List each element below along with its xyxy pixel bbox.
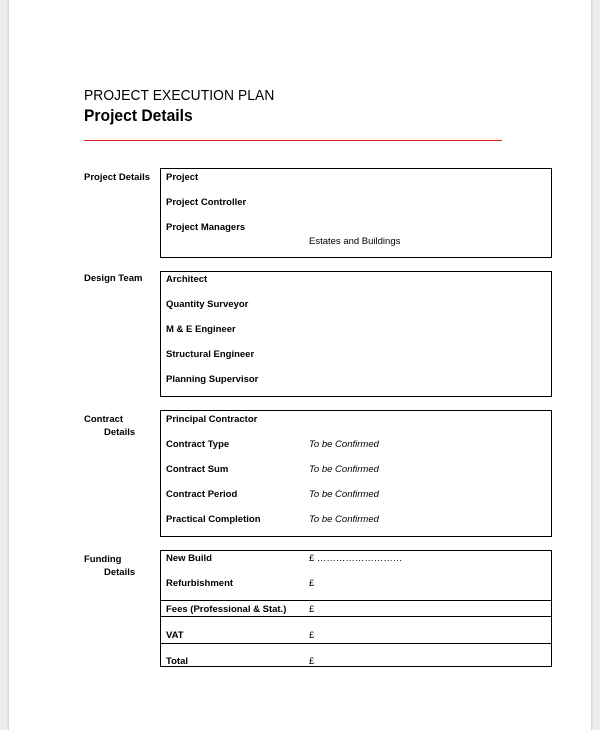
project-managers-value: Estates and Buildings <box>309 236 401 247</box>
contract-type-value: To be Confirmed <box>309 439 379 450</box>
contract-details-box <box>160 410 552 537</box>
field-vat: VAT <box>166 630 184 641</box>
field-refurbishment: Refurbishment <box>166 578 234 589</box>
contract-period-value: To be Confirmed <box>309 489 379 500</box>
field-contract-type: Contract Type <box>166 439 230 450</box>
section-label-line2: Details <box>104 427 136 438</box>
section-label-project-details: Project Details <box>84 172 150 183</box>
fees-value: £ <box>309 604 315 615</box>
vat-value: £ <box>309 630 315 641</box>
row-divider <box>161 616 551 617</box>
total-value: £ <box>309 656 315 667</box>
document-page <box>9 0 591 730</box>
section-label-line2: Details <box>104 567 136 578</box>
field-total: Total <box>166 656 188 667</box>
document-title: PROJECT EXECUTION PLAN <box>84 87 275 104</box>
field-me-engineer: M & E Engineer <box>166 324 236 335</box>
title-divider <box>84 140 502 141</box>
field-planning-supervisor: Planning Supervisor <box>166 374 259 385</box>
field-contract-period: Contract Period <box>166 489 238 500</box>
row-divider <box>161 600 551 601</box>
field-practical-completion: Practical Completion <box>166 514 261 525</box>
refurbishment-value: £ <box>309 578 315 589</box>
field-new-build: New Build <box>166 553 212 564</box>
field-architect: Architect <box>166 274 208 285</box>
field-project-managers: Project Managers <box>166 222 246 233</box>
field-project-controller: Project Controller <box>166 197 247 208</box>
section-label-funding-details <box>84 553 135 579</box>
funding-details-box <box>160 550 552 667</box>
field-quantity-surveyor: Quantity Surveyor <box>166 299 249 310</box>
new-build-value: £ ……………………… <box>309 553 403 564</box>
section-label-contract-details <box>84 413 135 439</box>
design-team-box <box>160 271 552 397</box>
field-fees: Fees (Professional & Stat.) <box>166 604 287 615</box>
field-project: Project <box>166 172 199 183</box>
field-principal-contractor: Principal Contractor <box>166 414 258 425</box>
project-details-box <box>160 168 552 258</box>
field-structural-engineer: Structural Engineer <box>166 349 255 360</box>
section-label-line1: Funding <box>84 554 122 565</box>
row-divider <box>161 643 551 644</box>
section-label-line1: Contract <box>84 414 124 425</box>
document-subtitle: Project Details <box>84 106 193 125</box>
section-label-design-team: Design Team <box>84 273 143 284</box>
practical-completion-value: To be Confirmed <box>309 514 379 525</box>
contract-sum-value: To be Confirmed <box>309 464 379 475</box>
field-contract-sum: Contract Sum <box>166 464 229 475</box>
